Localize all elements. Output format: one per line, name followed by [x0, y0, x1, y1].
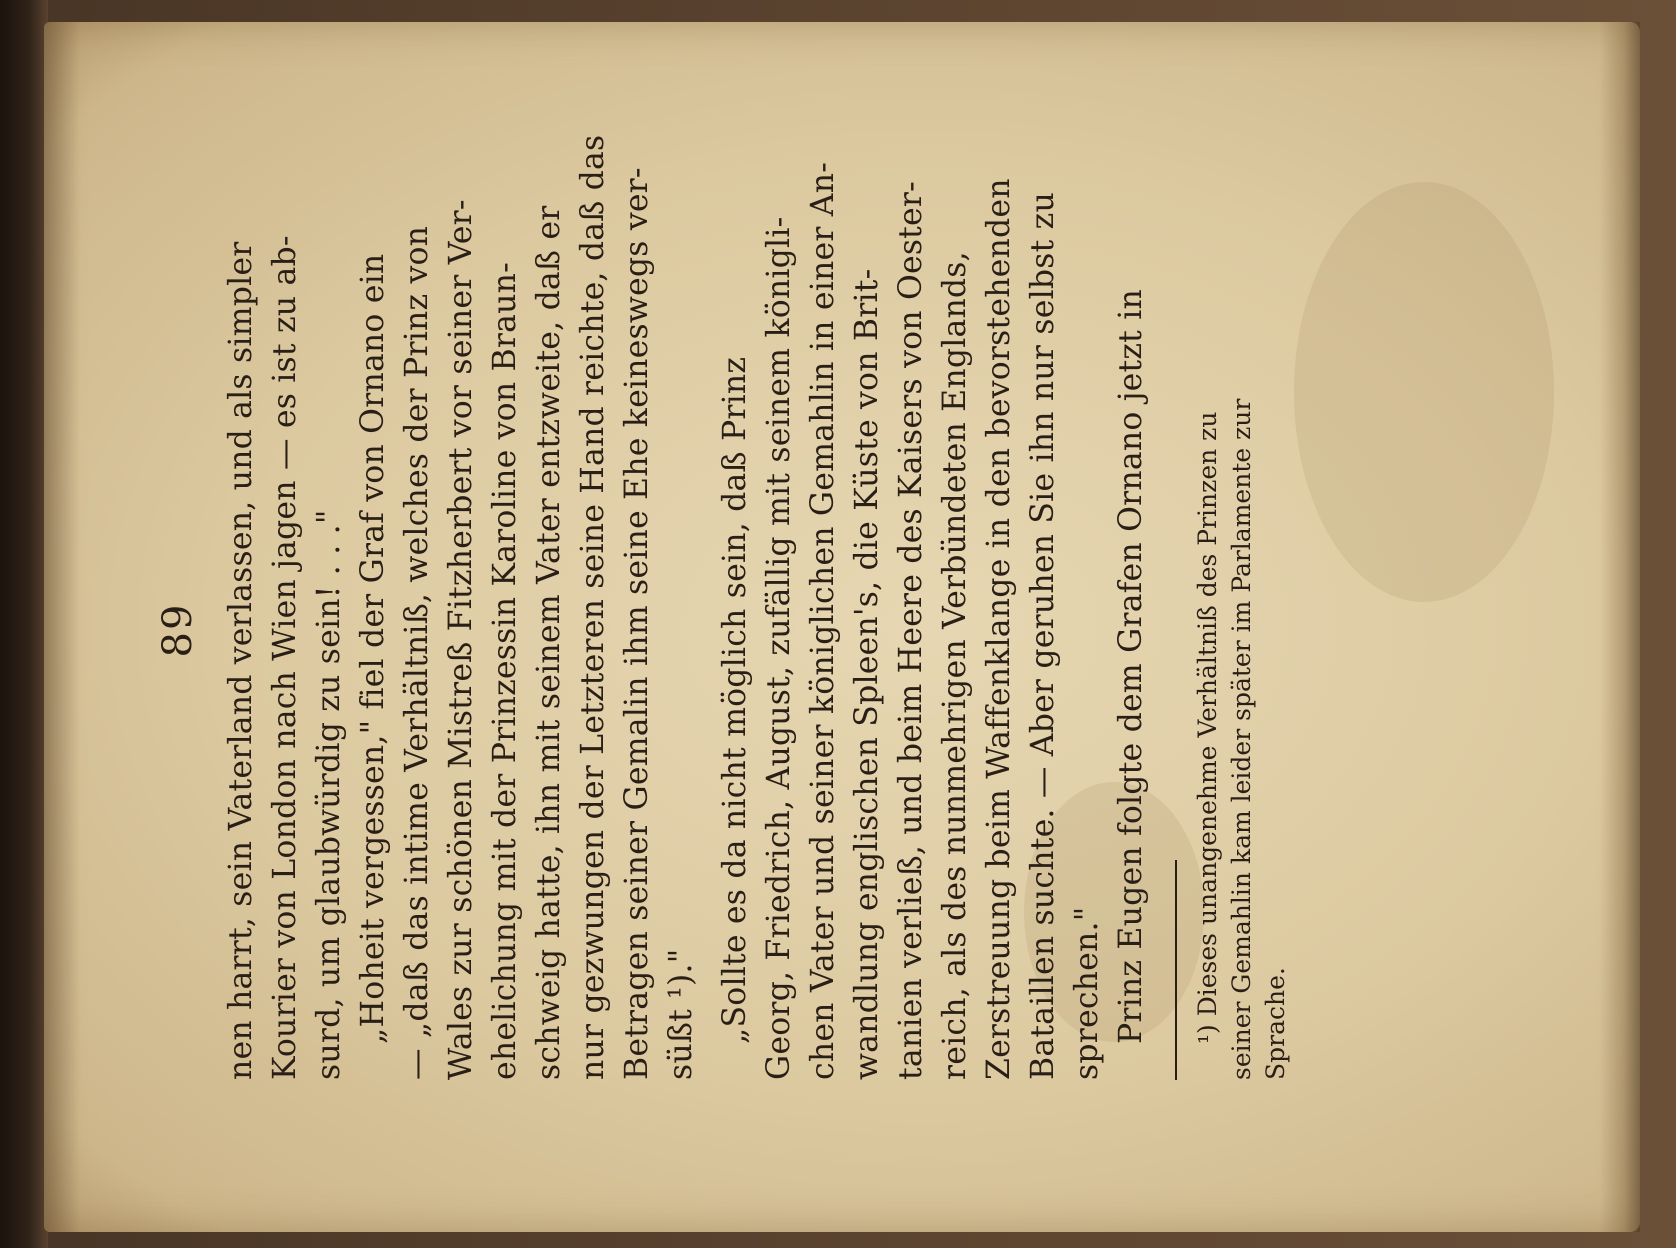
body-line: reich, als des nunmehrigen Verbündeten Englands,: [937, 251, 973, 1080]
paper-stain: [1294, 182, 1554, 602]
body-line: „Hoheit vergessen," fiel der Graf von Ornano ein: [355, 253, 391, 1044]
body-line: süßt ¹).": [663, 948, 699, 1080]
body-line: „Sollte es da nicht möglich sein, daß Prinz: [717, 356, 753, 1044]
body-line: chen Vater und seiner königlichen Gemahlin in einer An-: [805, 161, 841, 1080]
body-line: tanien verließ, und beim Heere des Kaisers von Oester-: [893, 181, 929, 1080]
footnote-line: seiner Gemahlin kam leider später im Parlamente zur: [1227, 398, 1256, 1080]
body-line: sprechen.": [1069, 906, 1105, 1080]
body-line: nen harrt, sein Vaterland verlassen, und als simpler: [223, 241, 259, 1080]
body-line: Bataillen suchte. — Aber geruhen Sie ihn nur selbst zu: [1025, 192, 1061, 1080]
body-line: Kourier von London nach Wien jagen — es ist zu ab-: [267, 235, 303, 1080]
body-line: Prinz Eugen folgte dem Grafen Ornano jetzt in: [1113, 289, 1149, 1044]
footnote-line: ¹) Dieses unangenehme Verhältniß des Prinzen zu: [1193, 411, 1222, 1044]
body-line: Betragen seiner Gemalin ihm seine Ehe keineswegs ver-: [619, 167, 655, 1080]
body-line: Wales zur schönen Mistreß Fitzherbert vor seiner Ver-: [443, 199, 479, 1080]
book-cover-edge: [0, 0, 48, 1248]
body-line: — „daß das intime Verhältniß, welches der Prinz von: [399, 225, 435, 1080]
body-line: Zerstreuung beim Waffenklange in den bevorstehenden: [981, 178, 1017, 1080]
page-number: 89: [155, 602, 201, 658]
footnote-rule: [1175, 860, 1177, 1080]
body-line: wandlung englischen Spleen's, die Küste von Brit-: [849, 268, 885, 1080]
page-gutter-shadow: [44, 22, 80, 1232]
body-line: ehelichung mit der Prinzessin Karoline von Braun-: [487, 262, 523, 1080]
body-line: nur gezwungen der Letzteren seine Hand reichte, daß das: [575, 134, 611, 1080]
page-fore-edge: [1600, 22, 1640, 1232]
body-line: Georg, Friedrich, August, zufällig mit seinem königli-: [761, 216, 797, 1080]
body-line: surd, um glaubwürdig zu sein! . . .": [311, 509, 347, 1080]
paragraph-gap: [703, 180, 713, 1080]
body-line: schweig hatte, ihn mit seinem Vater entzweite, daß er: [531, 205, 567, 1080]
footnote-line: Sprache.: [1261, 967, 1290, 1080]
rotated-text-block: [155, 134, 1295, 1080]
